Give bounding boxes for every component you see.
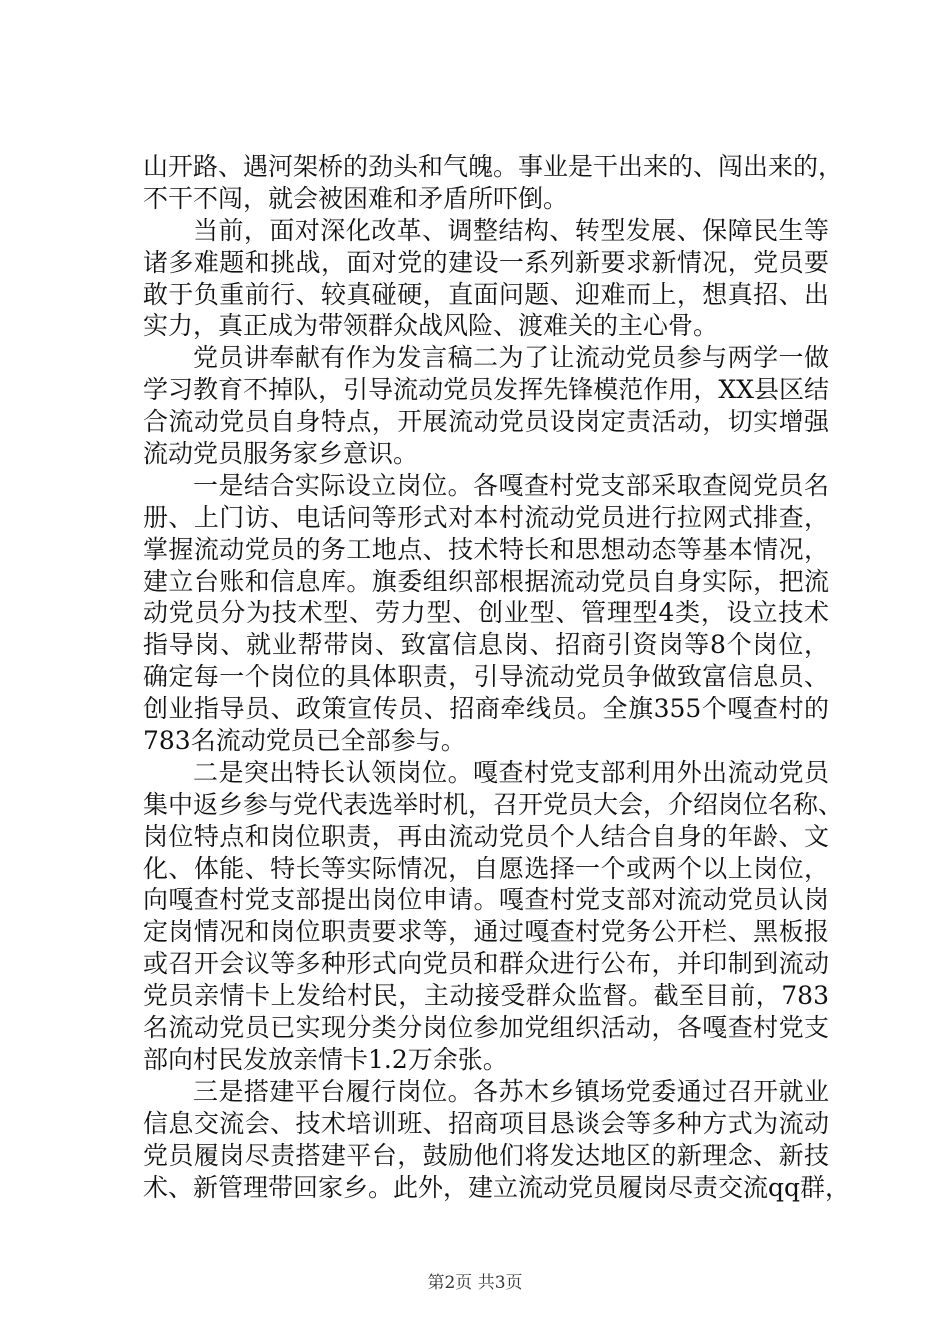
text-line: 指导岗、就业帮带岗、致富信息岗、招商引资岗等8个岗位， <box>143 630 829 660</box>
text-line: 信息交流会、技术培训班、招商项目恳谈会等多种方式为流动 <box>143 1108 829 1138</box>
text-line: 783名流动党员已全部参与。 <box>143 726 466 756</box>
text-line: 三是搭建平台履行岗位。各苏木乡镇场党委通过召开就业 <box>193 1076 829 1106</box>
text-line: 名流动党员已实现分类分岗位参加党组织活动，各嘎查村党支 <box>143 1013 829 1043</box>
text-line: 二是突出特长认领岗位。嘎查村党支部利用外出流动党员 <box>193 757 829 787</box>
text-line: 掌握流动党员的务工地点、技术特长和思想动态等基本情况， <box>143 534 829 564</box>
text-line: 确定每一个岗位的具体职责，引导流动党员争做致富信息员、 <box>143 662 829 692</box>
text-line: 流动党员服务家乡意识。 <box>143 439 419 469</box>
text-line: 实力，真正成为带领群众战风险、渡难关的主心骨。 <box>143 311 719 341</box>
text-line: 党员亲情卡上发给村民，主动接受群众监督。截至目前，783 <box>143 981 829 1011</box>
text-line: 建立台账和信息库。旗委组织部根据流动党员自身实际，把流 <box>143 566 829 596</box>
text-line: 诸多难题和挑战，面对党的建设一系列新要求新情况，党员要 <box>143 247 829 277</box>
text-line: 党员履岗尽责搭建平台，鼓励他们将发达地区的新理念、新技 <box>143 1140 829 1170</box>
text-line: 化、体能、特长等实际情况，自愿选择一个或两个以上岗位， <box>143 853 829 883</box>
text-line: 党员讲奉献有作为发言稿二为了让流动党员参与两学一做 <box>193 343 829 373</box>
text-line: 敢于负重前行、较真碰硬，直面问题、迎难而上，想真招、出 <box>143 279 829 309</box>
page-footer: 第2页 共3页 <box>427 1273 523 1293</box>
text-line: 当前，面对深化改革、调整结构、转型发展、保障民生等 <box>193 215 829 245</box>
text-line: 术、新管理带回家乡。此外，建立流动党员履岗尽责交流qq群， <box>143 1172 851 1202</box>
text-line: 动党员分为技术型、劳力型、创业型、管理型4类，设立技术 <box>143 598 829 628</box>
text-line: 向嘎查村党支部提出岗位申请。嘎查村党支部对流动党员认岗 <box>143 885 829 915</box>
text-line: 集中返乡参与党代表选举时机，召开党员大会，介绍岗位名称、 <box>143 789 844 819</box>
text-line: 创业指导员、政策宣传员、招商牵线员。全旗355个嘎查村的 <box>143 694 829 724</box>
text-line: 或召开会议等多种形式向党员和群众进行公布，并印制到流动 <box>143 949 829 979</box>
text-line: 部向村民发放亲情卡1.2万余张。 <box>143 1044 508 1074</box>
text-line: 合流动党员自身特点，开展流动党员设岗定责活动，切实增强 <box>143 407 829 437</box>
text-line: 不干不闯，就会被困难和矛盾所吓倒。 <box>143 183 569 213</box>
text-line: 一是结合实际设立岗位。各嘎查村党支部采取查阅党员名 <box>193 470 829 500</box>
text-line: 学习教育不掉队，引导流动党员发挥先锋模范作用，XX县区结 <box>143 375 829 405</box>
text-line: 山开路、遇河架桥的劲头和气魄。事业是干出来的、闯出来的， <box>143 152 844 181</box>
text-line: 册、上门访、电话问等形式对本村流动党员进行拉网式排查， <box>143 502 829 532</box>
document-body <box>143 151 851 1203</box>
text-line: 定岗情况和岗位职责要求等，通过嘎查村党务公开栏、黑板报 <box>143 917 829 947</box>
text-line: 岗位特点和岗位职责，再由流动党员个人结合自身的年龄、文 <box>143 821 829 851</box>
